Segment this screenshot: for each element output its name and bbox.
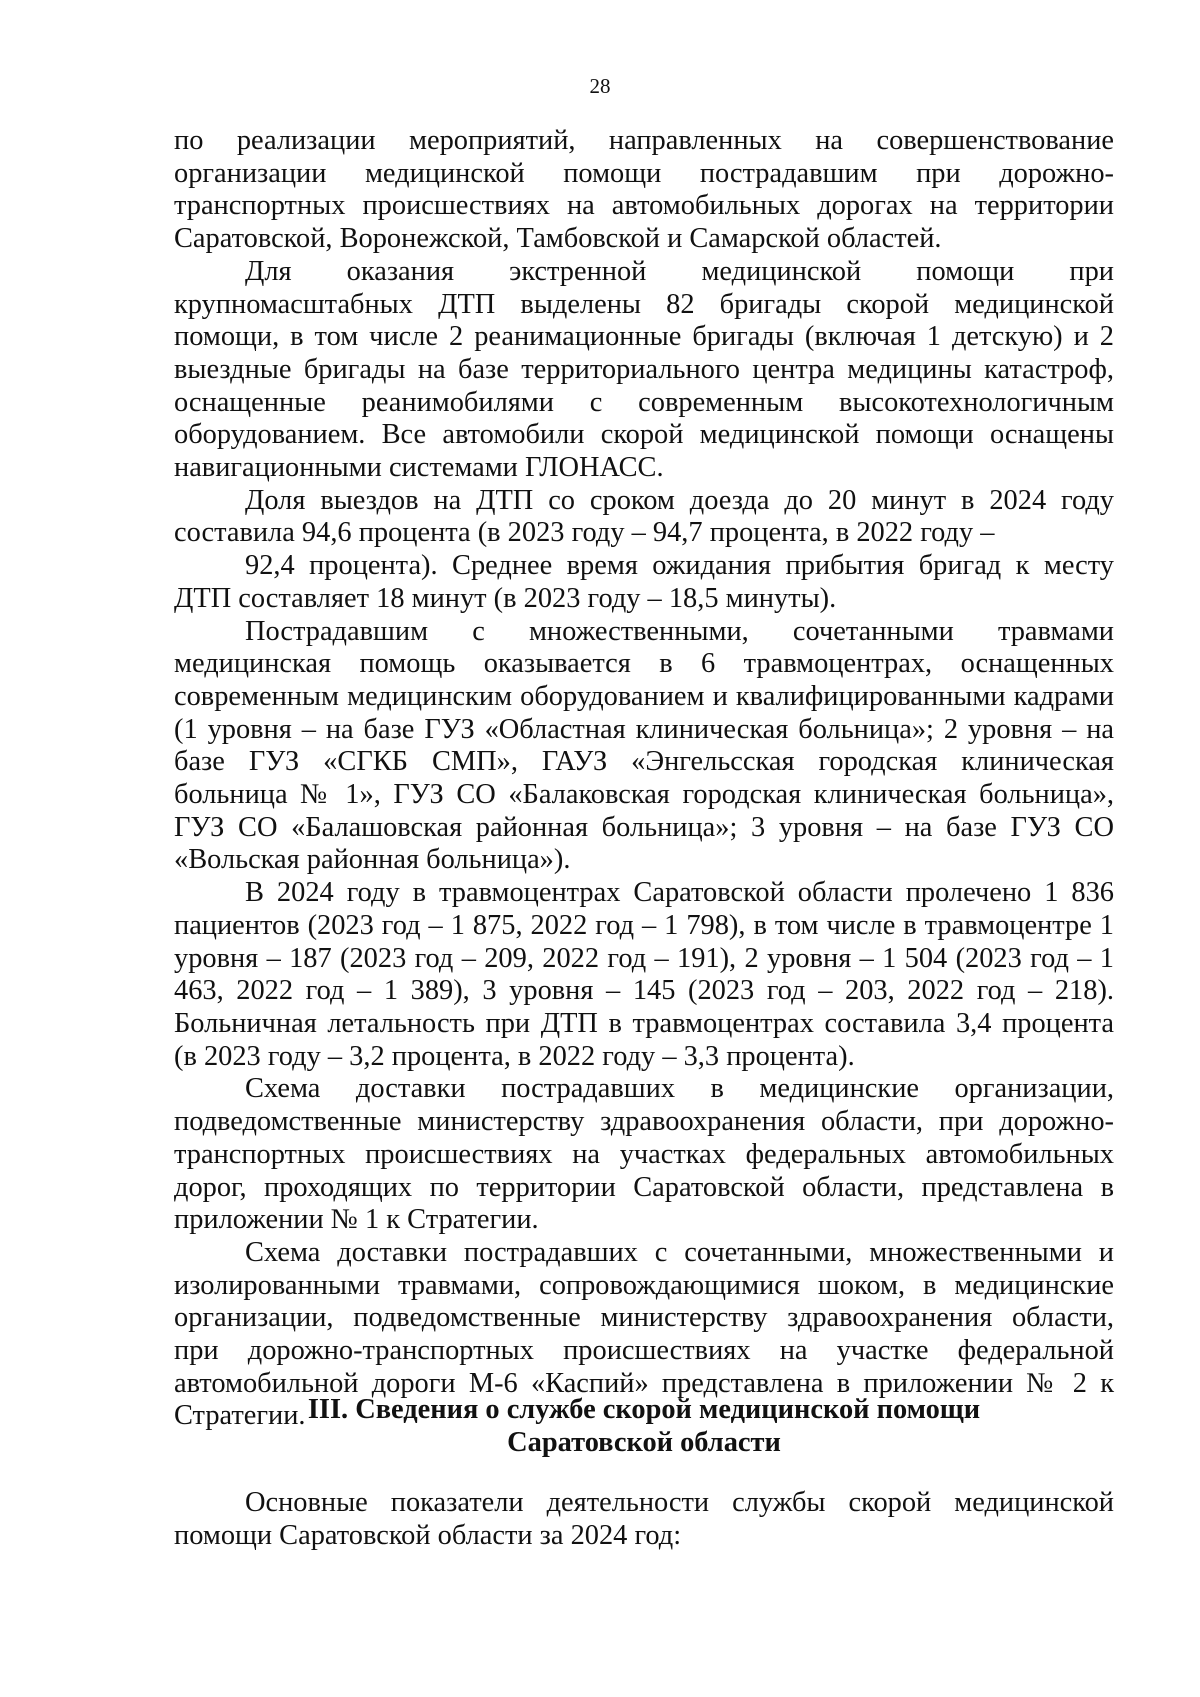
- paragraph-arrival-share: Доля выездов на ДТП со сроком доезда до 20 минут в 2024 году составила 94,6 процента (в 2023 году – 94,7 процента, в 2022 году –: [174, 484, 1114, 549]
- body-text: [174, 125, 1114, 1433]
- paragraph-main-indicators: Основные показатели деятельности службы скорой медицинской помощи Саратовской области за 2024 год:: [174, 1487, 1114, 1551]
- section-heading-line-1: III. Сведения о службе скорой медицинской помощи: [307, 1394, 981, 1425]
- paragraph-treated-patients: В 2024 году в травмоцентрах Саратовской области пролечено 1 836 пациентов (2023 год – 1 875, 2022 год – 1 798), в том числе в травмоцентре 1 уровня – 187 (2023 год – 209, 2022 год – 191), 2 уровня – 1 504 (2023 год – 1 463, 2022 год – 1 389), 3 уровня – 145 (2023 год – 203, 2022 год – 218). Больничная летальность при ДТП в травмоцентрах составила 3,4 процента (в 2023 году – 3,2 процента, в 2022 году – 3,3 процента).: [174, 877, 1114, 1072]
- closing-text: [174, 1487, 1114, 1552]
- paragraph-trauma-centers: Пострадавшим с множественными, сочетанными травмами медицинская помощь оказывается в 6 травмоцентрах, оснащенных современным медицинским оборудованием и квалифицированными кадрами (1 уровня – на базе ГУЗ «Областная клиническая больница»; 2 уровня – на базе ГУЗ «СГКБ СМП», ГАУЗ «Энгельсская городская клиническая больница № 1», ГУЗ СО «Балаковская городская клиническая больница», ГУЗ СО «Балашовская районная больница»; 3 уровня – на базе ГУЗ СО «Вольская районная больница»).: [174, 615, 1114, 876]
- paragraph-waiting-time: 92,4 процента). Среднее время ожидания прибытия бригад к месту ДТП составляет 18 минут (в 2023 году – 18,5 минуты).: [174, 550, 1114, 614]
- page-number: 28: [589, 74, 611, 98]
- paragraph-continuation: по реализации мероприятий, направленных на совершенствование организации медицинской помощи пострадавшим при дорожно-транспортных происшествиях на автомобильных дорогах на территории Саратовской, Воронежской, Тамбовской и Самарской областей.: [174, 125, 1114, 255]
- paragraph-delivery-scheme-1: Схема доставки пострадавших в медицинские организации, подведомственные министерству здравоохранения области, при дорожно-транспортных происшествиях на участках федеральных автомобильных дорог, проходящих по территории Саратовской области, представлена в приложении № 1 к Стратегии.: [174, 1073, 1114, 1236]
- section-heading-line-2: Саратовской области: [507, 1427, 781, 1458]
- paragraph-delivery-scheme-2: Схема доставки пострадавших с сочетанными, множественными и изолированными травмами, сопровождающимися шоком, в медицинские организации, подведомственные министерству здравоохранения области, при дорожно-транспортных происшествиях на участке федеральной автомобильной дороги М-6 «Каспий» представлена в приложении № 2 к Стратегии.: [174, 1236, 1114, 1432]
- section-heading: [174, 1393, 1114, 1459]
- paragraph-emergency-brigades: Для оказания экстренной медицинской помощи при крупномасштабных ДТП выделены 82 бригады скорой медицинской помощи, в том числе 2 реанимационные бригады (включая 1 детскую) и 2 выездные бригады на базе территориального центра медицины катастроф, оснащенные реанимобилями с современным высокотехнологичным оборудованием. Все автомобили скорой медицинской помощи оснащены навигационными системами ГЛОНАСС.: [174, 255, 1114, 484]
